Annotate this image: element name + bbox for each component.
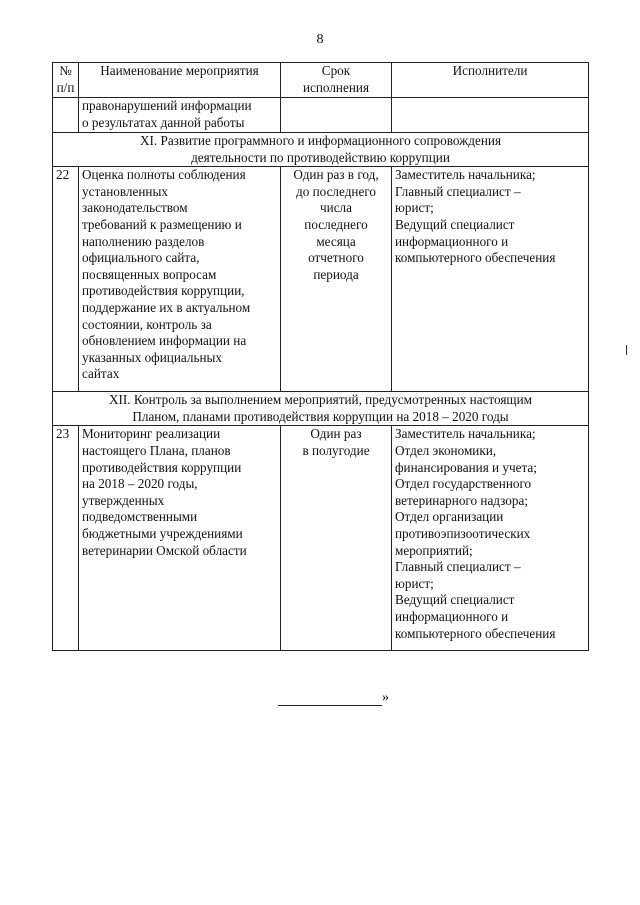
cell-number: 23 — [53, 426, 79, 651]
header-number: № п/п — [53, 63, 79, 98]
table-row-23 — [53, 426, 589, 651]
section-heading-11: XI. Развитие программного и информационного сопровождения деятельности по противодействию коррупции — [53, 133, 589, 167]
closing-quote: » — [382, 690, 389, 705]
table-row-22 — [53, 167, 589, 392]
cell-event-name: Оценка полноты соблюдения установленных законодательством требований к размещению и наполнению разделов официального сайта, посвященных вопросам противодействия коррупции, поддержание их в актуальном состоянии, контроль за обновлением информации на указанных официальных сайтах — [79, 167, 281, 392]
cell-event-name: Мониторинг реализации настоящего Плана, планов противодействия коррупции на 2018 – 2020 годы, утвержденных подведомственными бюджетными учреждениями ветеринарии Омской области — [79, 426, 281, 651]
closing-signature-line — [278, 690, 389, 706]
cell-executors: Заместитель начальника; Главный специалист – юрист; Ведущий специалист информационного и компьютерного обеспечения — [392, 167, 589, 392]
cell-term: Один раз в год, до последнего числа последнего месяца отчетного периода — [281, 167, 392, 392]
section-row-12 — [53, 392, 589, 426]
table-header-row — [53, 63, 589, 98]
cell-continued-name: правонарушений информации о результатах данной работы — [79, 98, 281, 133]
header-term: Срок исполнения — [281, 63, 392, 98]
section-row-11 — [53, 133, 589, 167]
section-heading-12: XII. Контроль за выполнением мероприятий, предусмотренных настоящим Планом, планами противодействия коррупции на 2018 – 2020 годы — [53, 392, 589, 426]
cell-empty — [53, 98, 79, 133]
cell-empty — [392, 98, 589, 133]
table-row-continuation — [53, 98, 589, 133]
events-table — [52, 62, 589, 651]
scan-mark — [626, 345, 627, 355]
blank-line — [278, 692, 382, 706]
cell-term: Один раз в полугодие — [281, 426, 392, 651]
page-number: 8 — [316, 32, 324, 47]
cell-empty — [281, 98, 392, 133]
header-executors: Исполнители — [392, 63, 589, 98]
header-event-name: Наименование мероприятия — [79, 63, 281, 98]
cell-number: 22 — [53, 167, 79, 392]
cell-executors: Заместитель начальника; Отдел экономики, финансирования и учета; Отдел государственного ветеринарного надзора; Отдел организации противоэпизоотических мероприятий; Главный специалист – юрист; Ведущий специалист информационного и компьютерного обеспечения — [392, 426, 589, 651]
